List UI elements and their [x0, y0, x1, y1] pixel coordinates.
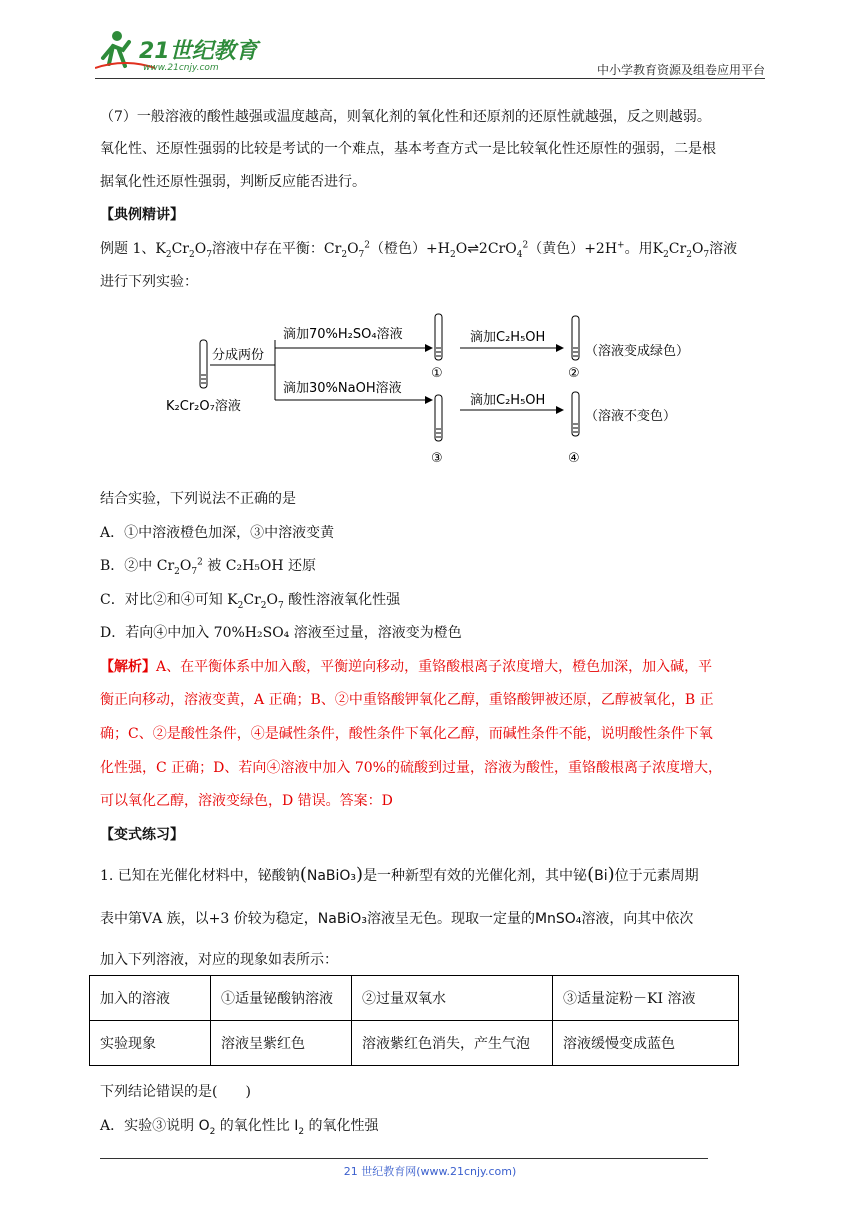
- table-cell: ②过量双氧水: [352, 976, 553, 1021]
- table-cell: ①适量铋酸钠溶液: [211, 976, 352, 1021]
- logo-url: www.21cnjy.com: [143, 63, 219, 73]
- analysis-line-2: 衡正向移动，溶液变黄，A 正确；B、②中重铬酸钾氧化乙醇，重铬酸钾被还原，乙醇被氧化，B 正: [100, 692, 714, 708]
- tube-2-label: ②: [568, 366, 580, 381]
- start-tube: [200, 340, 207, 388]
- practice-line-3: 加入下列溶液，对应的现象如表所示：: [100, 952, 338, 968]
- conclusion-stem: 下列结论错误的是( ): [100, 1084, 251, 1100]
- tube-2: [572, 316, 579, 360]
- experiment-table: [89, 975, 739, 1066]
- add-acid-label: 滴加70%H₂SO₄溶液: [283, 327, 403, 342]
- table-cell: 溶液紫红色消失，产生气泡: [352, 1021, 553, 1066]
- analysis-line-3: 确；C、②是酸性条件，④是碱性条件，酸性条件下氧化乙醇，而碱性条件不能，说明酸性条件下氧: [100, 726, 713, 742]
- table-cell: 溶液缓慢变成蓝色: [553, 1021, 739, 1066]
- start-label: K₂Cr₂O₇溶液: [166, 399, 241, 414]
- intro-line-2: 氧化性、还原性强弱的比较是考试的一个难点，基本考查方式一是比较氧化性还原性的强弱，二是根: [100, 141, 716, 157]
- table-cell: 溶液呈紫红色: [211, 1021, 352, 1066]
- header-divider: [95, 78, 765, 79]
- analysis-line-1: 【解析】A、在平衡体系中加入酸，平衡逆向移动，重铬酸根离子浓度增大，橙色加深，加入碱，平: [100, 659, 713, 675]
- tube-3-label: ③: [431, 451, 443, 466]
- analysis-line-5: 可以氧化乙醇，溶液变绿色，D 错误。答案：D: [100, 793, 393, 809]
- split-label: 分成两份: [212, 348, 265, 363]
- experiment-diagram: [160, 300, 720, 470]
- add-ethanol-bottom: 滴加C₂H₅OH: [470, 393, 546, 408]
- table-cell: ③适量淀粉－KI 溶液: [553, 976, 739, 1021]
- table-row: [90, 1021, 739, 1066]
- tube-4-label: ④: [568, 451, 580, 466]
- table-row: [90, 976, 739, 1021]
- option-b: B．②中 $Cr_2O_7^2$ 被 C₂H₅OH 还原: [100, 557, 317, 577]
- tube-4: [572, 392, 579, 436]
- practice-line-1: 1. 已知在光催化材料中，铋酸钠(NaBiO₃)是一种新型有效的光催化剂，其中铋(Bi)位于元素周期: [100, 864, 699, 885]
- tube-1-label: ①: [431, 366, 443, 381]
- example-line-1: 例题 1、$K_2Cr_2O_7$溶液中存在平衡：$Cr_2O_7^2$（橙色）$+H_2O\rightleftharpoons 2CrO_4^2$（黄色）+2H+。用$K_2Cr_2O_7$溶液: [100, 240, 738, 260]
- platform-name: 中小学教育资源及组卷应用平台: [596, 63, 765, 77]
- analysis-line-4: 化性强，C 正确；D、若向④溶液中加入 70%的硫酸到过量，溶液为酸性，重铬酸根离子浓度增大，: [100, 760, 722, 776]
- add-base-label: 滴加30%NaOH溶液: [283, 381, 402, 396]
- intro-line-3: 据氧化性还原性强弱，判断反应能否进行。: [100, 174, 366, 190]
- footer-divider: [100, 1158, 708, 1159]
- practice-line-2: 表中第ⅤA 族，以+3 价较为稳定，NaBiO₃溶液呈无色。现取一定量的MnSO₄溶液，向其中依次: [100, 911, 694, 927]
- table-cell: 加入的溶液: [90, 976, 211, 1021]
- section-title-practice: 【变式练习】: [100, 827, 184, 843]
- tube-1: [435, 314, 442, 360]
- result-top: （溶液变成绿色）: [585, 344, 690, 359]
- option-d: D．若向④中加入 70%H₂SO₄ 溶液至过量，溶液变为橙色: [100, 625, 462, 641]
- tube-3: [435, 395, 442, 441]
- footer-link[interactable]: 21 世纪教育网(www.21cnjy.com): [343, 1165, 517, 1178]
- section-title-example: 【典例精讲】: [100, 207, 184, 223]
- table-cell: 实验现象: [90, 1021, 211, 1066]
- analysis-label: 【解析】: [100, 659, 156, 675]
- option-c: C．对比②和④可知 $K_2Cr_2O_7$ 酸性溶液氧化性强: [100, 592, 401, 611]
- page-header: [95, 28, 765, 80]
- question-stem: 结合实验，下列说法不正确的是: [100, 491, 296, 507]
- example-line-2: 进行下列实验：: [100, 274, 198, 290]
- practice-option-a: A．实验③说明 $O_2$ 的氧化性比 $I_2$ 的氧化性强: [100, 1118, 379, 1137]
- result-bottom: （溶液不变色）: [585, 409, 677, 424]
- add-ethanol-top: 滴加C₂H₅OH: [470, 330, 546, 345]
- intro-line-1: （7）一般溶液的酸性越强或温度越高，则氧化剂的氧化性和还原剂的还原性就越强，反之则越弱。: [100, 109, 711, 125]
- logo-text: 21世纪教育: [139, 39, 258, 64]
- option-a: A．①中溶液橙色加深，③中溶液变黄: [100, 525, 335, 541]
